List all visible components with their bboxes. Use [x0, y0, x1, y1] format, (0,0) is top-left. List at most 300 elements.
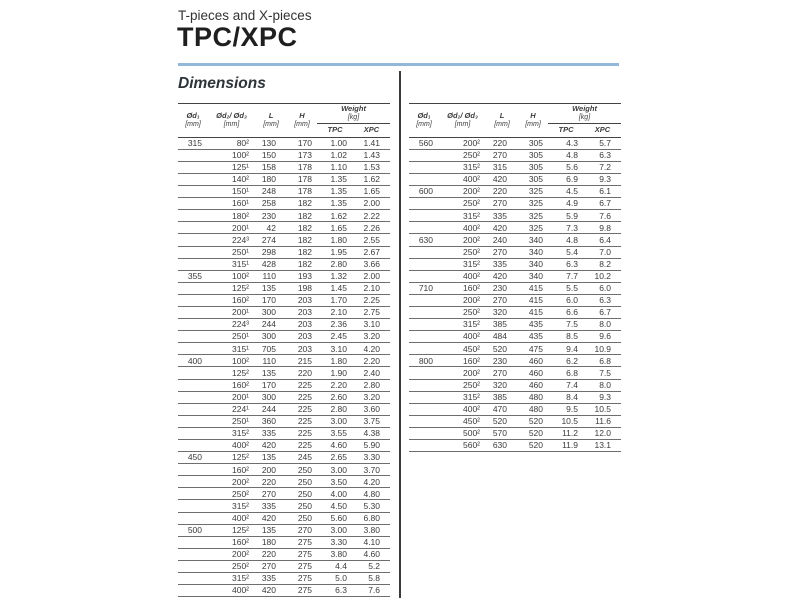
- header-tpc: TPC: [317, 123, 353, 137]
- table-cell: 5.0: [317, 573, 353, 585]
- table-row: [178, 379, 390, 391]
- table-cell: 325: [518, 198, 548, 210]
- table-cell: [409, 440, 439, 452]
- table-cell: 200²: [439, 137, 486, 149]
- table-cell: 400²: [439, 222, 486, 234]
- table-cell: 305: [518, 149, 548, 161]
- table-cell: 340: [518, 258, 548, 270]
- table-cell: 170: [287, 137, 317, 149]
- table-cell: 42: [255, 222, 287, 234]
- table-cell: 400: [178, 355, 208, 367]
- table-row: [409, 210, 621, 222]
- table-cell: 385: [486, 319, 518, 331]
- table-cell: 270: [486, 294, 518, 306]
- table-cell: 4.60: [317, 440, 353, 452]
- table-cell: 6.0: [548, 294, 584, 306]
- table-cell: 170: [255, 379, 287, 391]
- table-cell: [409, 198, 439, 210]
- table-cell: 300: [255, 391, 287, 403]
- header-d1: Ød₁ [mm]: [178, 104, 208, 138]
- table-cell: 630: [409, 234, 439, 246]
- table-cell: 250²: [208, 560, 255, 572]
- table-cell: 158: [255, 161, 287, 173]
- table-cell: 4.50: [317, 500, 353, 512]
- table-cell: 160²: [208, 379, 255, 391]
- table-row: [178, 536, 390, 548]
- table-cell: 320: [486, 306, 518, 318]
- table-cell: 1.62: [317, 210, 353, 222]
- accent-rule: [178, 63, 619, 66]
- table-cell: 225: [287, 415, 317, 427]
- table-cell: 200²: [439, 294, 486, 306]
- table-cell: 420: [255, 440, 287, 452]
- table-cell: 2.25: [353, 294, 390, 306]
- table-row: [178, 137, 390, 149]
- table-cell: 1.65: [317, 222, 353, 234]
- table-cell: 420: [255, 585, 287, 597]
- table-cell: [178, 440, 208, 452]
- table-cell: 7.3: [548, 222, 584, 234]
- table-header: [409, 104, 621, 138]
- table-cell: [409, 246, 439, 258]
- table-cell: 3.30: [317, 536, 353, 548]
- table-cell: [178, 210, 208, 222]
- table-cell: 9.6: [584, 331, 621, 343]
- table-cell: 258: [255, 198, 287, 210]
- table-cell: 160²: [208, 536, 255, 548]
- table-cell: [178, 186, 208, 198]
- table-cell: 250²: [439, 246, 486, 258]
- table-cell: 135: [255, 524, 287, 536]
- table-cell: 340: [518, 234, 548, 246]
- table-cell: 1.53: [353, 161, 390, 173]
- table-cell: [178, 258, 208, 270]
- table-cell: 3.10: [317, 343, 353, 355]
- table-cell: 224¹: [208, 403, 255, 415]
- table-cell: 4.10: [353, 536, 390, 548]
- table-cell: 11.2: [548, 427, 584, 439]
- table-cell: 305: [518, 173, 548, 185]
- table-cell: [409, 149, 439, 161]
- table-cell: 275: [287, 560, 317, 572]
- table-cell: 182: [287, 258, 317, 270]
- table-cell: 2.00: [353, 270, 390, 282]
- table-row: [409, 186, 621, 198]
- table-cell: 400²: [208, 585, 255, 597]
- table-row: [409, 161, 621, 173]
- table-cell: 200²: [439, 186, 486, 198]
- table-cell: 225: [287, 391, 317, 403]
- table-cell: 1.95: [317, 246, 353, 258]
- table-cell: 250: [287, 464, 317, 476]
- table-cell: 1.10: [317, 161, 353, 173]
- table-cell: 6.7: [584, 198, 621, 210]
- table-cell: 160²: [439, 282, 486, 294]
- table-cell: 250: [287, 512, 317, 524]
- table-cell: 450²: [439, 415, 486, 427]
- table-cell: [178, 585, 208, 597]
- table-cell: 520: [486, 415, 518, 427]
- table-cell: 150: [255, 149, 287, 161]
- table-cell: 3.80: [317, 548, 353, 560]
- table-cell: 182: [287, 246, 317, 258]
- table-cell: [178, 403, 208, 415]
- table-cell: [178, 464, 208, 476]
- table-cell: 224³: [208, 319, 255, 331]
- table-cell: 420: [486, 173, 518, 185]
- table-cell: [178, 427, 208, 439]
- table-cell: 3.20: [353, 331, 390, 343]
- table-cell: 3.20: [353, 391, 390, 403]
- table-cell: 560: [409, 137, 439, 149]
- table-row: [409, 427, 621, 439]
- table-cell: 4.8: [548, 234, 584, 246]
- table-cell: 220: [287, 367, 317, 379]
- table-cell: [409, 391, 439, 403]
- table-cell: 11.6: [584, 415, 621, 427]
- table-cell: 7.5: [548, 319, 584, 331]
- table-cell: 160¹: [208, 198, 255, 210]
- table-row: [178, 258, 390, 270]
- table-cell: 475: [518, 343, 548, 355]
- header-L: L [mm]: [255, 104, 287, 138]
- table-cell: 2.55: [353, 234, 390, 246]
- table-cell: 460: [518, 367, 548, 379]
- table-cell: 270: [486, 198, 518, 210]
- table-cell: 4.4: [317, 560, 353, 572]
- table-row: [409, 355, 621, 367]
- table-cell: 2.60: [317, 391, 353, 403]
- table-cell: 180: [255, 536, 287, 548]
- table-cell: [178, 548, 208, 560]
- table-cell: 9.8: [584, 222, 621, 234]
- table-cell: [409, 222, 439, 234]
- table-cell: 340: [518, 270, 548, 282]
- table-cell: [409, 319, 439, 331]
- table-cell: 315²: [439, 319, 486, 331]
- table-cell: 182: [287, 234, 317, 246]
- table-cell: 2.80: [317, 403, 353, 415]
- table-cell: [178, 306, 208, 318]
- table-cell: [409, 427, 439, 439]
- table-cell: 450²: [439, 343, 486, 355]
- table-cell: [409, 343, 439, 355]
- table-cell: 10.5: [548, 415, 584, 427]
- table-cell: 9.4: [548, 343, 584, 355]
- table-cell: [409, 331, 439, 343]
- table-row: [409, 415, 621, 427]
- table-row: [409, 403, 621, 415]
- table-cell: [409, 161, 439, 173]
- table-header: [178, 104, 390, 138]
- table-row: [178, 560, 390, 572]
- table-cell: 470: [486, 403, 518, 415]
- table-cell: 335: [255, 573, 287, 585]
- table-cell: 325: [518, 222, 548, 234]
- table-row: [409, 391, 621, 403]
- table-cell: 520: [518, 415, 548, 427]
- table-cell: 220: [486, 186, 518, 198]
- table-cell: [409, 367, 439, 379]
- table-cell: 274: [255, 234, 287, 246]
- table-cell: 2.20: [317, 379, 353, 391]
- table-cell: 1.65: [353, 186, 390, 198]
- table-row: [409, 258, 621, 270]
- table-cell: 9.5: [548, 403, 584, 415]
- table-cell: 3.66: [353, 258, 390, 270]
- table-cell: 2.22: [353, 210, 390, 222]
- table-cell: 80²: [208, 137, 255, 149]
- table-cell: [178, 560, 208, 572]
- table-row: [409, 149, 621, 161]
- table-cell: 12.0: [584, 427, 621, 439]
- table-cell: 125²: [208, 452, 255, 464]
- table-cell: 630: [486, 440, 518, 452]
- table-cell: 315²: [208, 573, 255, 585]
- table-cell: 3.10: [353, 319, 390, 331]
- table-cell: 400²: [208, 440, 255, 452]
- table-cell: 3.60: [353, 403, 390, 415]
- table-cell: 13.1: [584, 440, 621, 452]
- table-cell: 193: [287, 270, 317, 282]
- header-d1: Ød₁ [mm]: [409, 104, 439, 138]
- table-cell: [409, 294, 439, 306]
- table-row: [409, 270, 621, 282]
- table-row: [178, 319, 390, 331]
- table-cell: 250²: [439, 149, 486, 161]
- table-cell: 230: [486, 282, 518, 294]
- table-cell: 250¹: [208, 331, 255, 343]
- table-cell: 2.65: [317, 452, 353, 464]
- table-cell: 250²: [439, 198, 486, 210]
- table-cell: 225: [287, 427, 317, 439]
- table-cell: 340: [518, 246, 548, 258]
- table-cell: 4.20: [353, 476, 390, 488]
- table-cell: 2.45: [317, 331, 353, 343]
- table-cell: 3.30: [353, 452, 390, 464]
- table-cell: [178, 198, 208, 210]
- table-cell: 710: [409, 282, 439, 294]
- table-cell: 224³: [208, 234, 255, 246]
- table-row: [178, 149, 390, 161]
- table-cell: [409, 403, 439, 415]
- table-cell: [178, 331, 208, 343]
- table-cell: 2.20: [353, 355, 390, 367]
- table-cell: 140²: [208, 173, 255, 185]
- table-cell: 315: [486, 161, 518, 173]
- table-cell: 125²: [208, 524, 255, 536]
- table-cell: 160²: [439, 355, 486, 367]
- table-row: [178, 391, 390, 403]
- table-cell: 203: [287, 294, 317, 306]
- table-cell: 7.0: [584, 246, 621, 258]
- table-cell: 480: [518, 403, 548, 415]
- table-row: [178, 548, 390, 560]
- table-cell: 420: [486, 222, 518, 234]
- table-row: [409, 367, 621, 379]
- table-cell: 305: [518, 161, 548, 173]
- table-cell: [178, 343, 208, 355]
- table-cell: 7.5: [584, 367, 621, 379]
- table-row: [409, 282, 621, 294]
- table-cell: 5.8: [353, 573, 390, 585]
- table-cell: [178, 234, 208, 246]
- table-cell: 11.9: [548, 440, 584, 452]
- table-row: [178, 210, 390, 222]
- table-cell: 520: [486, 343, 518, 355]
- table-cell: 130: [255, 137, 287, 149]
- header-weight: Weight [kg]: [548, 104, 621, 124]
- table-cell: 270: [255, 560, 287, 572]
- table-cell: 6.8: [584, 355, 621, 367]
- table-cell: 460: [518, 379, 548, 391]
- table-cell: 300: [255, 306, 287, 318]
- table-row: [178, 476, 390, 488]
- table-cell: 3.00: [317, 415, 353, 427]
- table-row: [178, 294, 390, 306]
- table-cell: [178, 246, 208, 258]
- table-cell: 5.7: [584, 137, 621, 149]
- table-cell: 300: [255, 331, 287, 343]
- table-cell: 3.50: [317, 476, 353, 488]
- table-cell: 180²: [208, 210, 255, 222]
- table-row: [409, 306, 621, 318]
- table-cell: 7.2: [584, 161, 621, 173]
- table-cell: 460: [518, 355, 548, 367]
- table-cell: 180: [255, 173, 287, 185]
- right-table-body: [409, 137, 621, 451]
- table-cell: 435: [518, 319, 548, 331]
- table-cell: 520: [518, 427, 548, 439]
- table-row: [178, 500, 390, 512]
- table-row: [409, 294, 621, 306]
- table-cell: 400²: [439, 403, 486, 415]
- table-row: [409, 234, 621, 246]
- table-cell: 110: [255, 270, 287, 282]
- table-cell: 3.75: [353, 415, 390, 427]
- table-cell: 100²: [208, 355, 255, 367]
- table-cell: [178, 222, 208, 234]
- table-row: [178, 585, 390, 597]
- table-cell: 415: [518, 306, 548, 318]
- table-cell: 240: [486, 234, 518, 246]
- table-cell: 200¹: [208, 306, 255, 318]
- table-cell: 400²: [439, 270, 486, 282]
- table-cell: 5.60: [317, 512, 353, 524]
- table-cell: 248: [255, 186, 287, 198]
- table-cell: [409, 258, 439, 270]
- table-cell: 400²: [208, 512, 255, 524]
- table-cell: 150¹: [208, 186, 255, 198]
- table-cell: 6.3: [584, 149, 621, 161]
- table-cell: 1.62: [353, 173, 390, 185]
- table-row: [178, 246, 390, 258]
- table-cell: 315¹: [208, 343, 255, 355]
- table-cell: 315²: [208, 500, 255, 512]
- table-cell: 8.0: [584, 379, 621, 391]
- table-cell: 200¹: [208, 222, 255, 234]
- table-cell: 270: [255, 488, 287, 500]
- table-cell: 6.6: [548, 306, 584, 318]
- column-divider: [399, 71, 401, 598]
- table-cell: [178, 319, 208, 331]
- table-cell: 484: [486, 331, 518, 343]
- table-row: [409, 173, 621, 185]
- table-cell: 1.35: [317, 173, 353, 185]
- table-cell: 200²: [208, 476, 255, 488]
- table-cell: 560²: [439, 440, 486, 452]
- table-cell: 5.5: [548, 282, 584, 294]
- table-cell: 4.80: [353, 488, 390, 500]
- table-cell: 250¹: [208, 415, 255, 427]
- table-cell: 325: [518, 186, 548, 198]
- table-cell: 335: [255, 500, 287, 512]
- table-cell: 1.80: [317, 355, 353, 367]
- table-cell: 100²: [208, 149, 255, 161]
- header-xpc: XPC: [353, 123, 390, 137]
- table-cell: 250²: [208, 488, 255, 500]
- table-cell: 5.4: [548, 246, 584, 258]
- table-cell: 8.0: [584, 319, 621, 331]
- left-table-body: [178, 137, 390, 597]
- dimensions-table-left: [178, 103, 390, 597]
- table-row: [178, 427, 390, 439]
- table-cell: 315¹: [208, 258, 255, 270]
- table-cell: 6.7: [584, 306, 621, 318]
- table-cell: 1.43: [353, 149, 390, 161]
- header-H: H [mm]: [287, 104, 317, 138]
- table-row: [409, 343, 621, 355]
- table-row: [409, 319, 621, 331]
- table-row: [178, 173, 390, 185]
- table-cell: 203: [287, 331, 317, 343]
- table-cell: 1.02: [317, 149, 353, 161]
- table-cell: 3.00: [317, 524, 353, 536]
- table-cell: 230: [486, 355, 518, 367]
- table-cell: 415: [518, 294, 548, 306]
- table-cell: 225: [287, 403, 317, 415]
- table-cell: 7.7: [548, 270, 584, 282]
- table-cell: 705: [255, 343, 287, 355]
- table-cell: 480: [518, 391, 548, 403]
- table-cell: 305: [518, 137, 548, 149]
- table-cell: 450: [178, 452, 208, 464]
- table-cell: 203: [287, 319, 317, 331]
- table-row: [178, 161, 390, 173]
- table-cell: 6.80: [353, 512, 390, 524]
- table-row: [178, 488, 390, 500]
- table-cell: 270: [287, 524, 317, 536]
- table-row: [409, 246, 621, 258]
- table-cell: 182: [287, 222, 317, 234]
- dimensions-table-right: [409, 103, 621, 452]
- table-cell: 1.32: [317, 270, 353, 282]
- table-row: [178, 355, 390, 367]
- table-cell: 178: [287, 173, 317, 185]
- page-title: TPC/XPC: [177, 22, 298, 52]
- table-cell: [409, 270, 439, 282]
- table-cell: 600: [409, 186, 439, 198]
- table-cell: 415: [518, 282, 548, 294]
- table-cell: 315²: [439, 391, 486, 403]
- table-row: [178, 524, 390, 536]
- table-cell: 6.3: [317, 585, 353, 597]
- table-cell: 315: [178, 137, 208, 149]
- table-cell: 275: [287, 536, 317, 548]
- table-cell: 3.55: [317, 427, 353, 439]
- table-cell: 1.80: [317, 234, 353, 246]
- table-cell: 6.2: [548, 355, 584, 367]
